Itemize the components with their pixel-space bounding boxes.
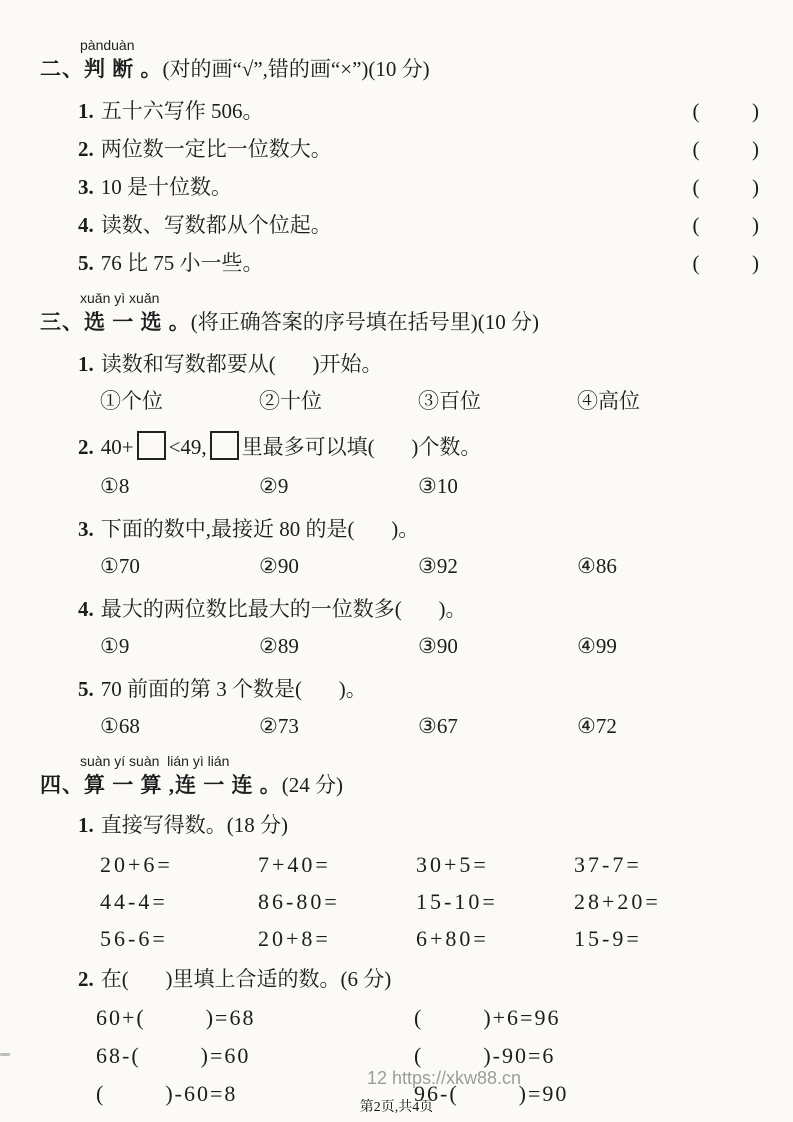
question-body: 下面的数中,最接近 80 的是( )。 [100, 517, 420, 541]
fill-in-grid [0, 1005, 793, 1107]
question-number: 2. [78, 435, 94, 459]
fill-expression: ( )+6=96 [414, 1005, 561, 1030]
option-3: ③百位 [418, 389, 481, 413]
options-row [100, 473, 793, 500]
option-4: ④86 [577, 554, 617, 578]
answer-bracket: ( ) [692, 175, 759, 199]
watermark-url: 12 https://xkw88.cn [366, 1068, 522, 1088]
calc-expression: 15-10= [416, 889, 498, 914]
section-calculate [0, 752, 793, 1107]
option-4: ④72 [577, 714, 617, 738]
judgment-item-5 [78, 250, 759, 277]
judgment-item-4 [78, 212, 759, 239]
option-4: ④99 [577, 634, 617, 658]
option-3: ③92 [418, 554, 458, 578]
question-number: 4. [78, 597, 94, 621]
item-text: 10 是十位数。 [100, 175, 232, 199]
subheading-number: 2. [78, 967, 94, 991]
fill-expression: ( )-60=8 [96, 1081, 238, 1106]
calc-expression: 15-9= [574, 926, 642, 951]
option-2: ②十位 [259, 389, 322, 413]
calc-expression: 20+6= [100, 852, 173, 877]
calc-expression: 7+40= [258, 852, 331, 877]
question-text [78, 596, 793, 623]
choice-question-2 [0, 431, 793, 500]
section-judgment-title-bold: 二、判 断 。 [40, 57, 163, 81]
option-1: ①70 [100, 554, 140, 578]
item-number: 4. [78, 213, 94, 237]
fill-expression: 68-( )=60 [96, 1043, 251, 1068]
question-body: 最大的两位数比最大的一位数多( )。 [100, 597, 467, 621]
calc-expression: 44-4= [100, 889, 168, 914]
calc-row-2 [100, 889, 793, 915]
calc-row-1 [100, 852, 793, 878]
calc-expression: 37-7= [574, 852, 642, 877]
options-row [100, 388, 793, 415]
question-text [78, 516, 793, 543]
blank-box [137, 431, 166, 460]
item-text: 两位数一定比一位数大。 [100, 137, 332, 161]
question-body: 读数和写数都要从( )开始。 [100, 352, 383, 376]
calc-subheading-1 [78, 812, 793, 839]
option-1: ①68 [100, 714, 140, 738]
option-1: ①个位 [100, 389, 163, 413]
pinyin-judgment: pànduàn [80, 37, 135, 53]
subheading-text: 直接写得数。(18 分) [100, 813, 288, 837]
choice-question-5 [0, 676, 793, 740]
choice-question-4 [0, 596, 793, 660]
fill-expression: 60+( )=68 [96, 1005, 256, 1030]
item-text: 五十六写作 506。 [100, 99, 264, 123]
scan-edge-artifact [0, 1053, 10, 1056]
question-text [78, 676, 793, 703]
option-2: ②73 [259, 714, 299, 738]
fill-row-1 [96, 1005, 793, 1031]
item-number: 3. [78, 175, 94, 199]
choice-question-1 [0, 351, 793, 415]
section-choice-title-bold: 三、选 一 选 。 [40, 310, 191, 334]
section-judgment-title-rest: (对的画“√”,错的画“×”)(10 分) [162, 57, 430, 81]
options-row [100, 553, 793, 580]
judgment-item-3 [78, 174, 759, 201]
item-number: 1. [78, 99, 94, 123]
option-4: ④高位 [577, 389, 640, 413]
item-text: 读数、写数都从个位起。 [100, 213, 332, 237]
answer-bracket: ( ) [692, 137, 759, 161]
option-3: ③10 [418, 474, 458, 498]
fill-row-2 [96, 1043, 793, 1069]
subheading-text: 在( )里填上合适的数。(6 分) [100, 967, 392, 991]
choice-question-3 [0, 516, 793, 580]
question-text [78, 351, 793, 378]
option-3: ③67 [418, 714, 458, 738]
section-judgment [0, 36, 793, 277]
judgment-item-2 [78, 136, 759, 163]
pinyin-calculate: suàn yí suàn lián yì lián [80, 753, 230, 769]
subheading-number: 1. [78, 813, 94, 837]
judgment-item-1 [78, 98, 759, 125]
question-number: 5. [78, 677, 94, 701]
options-row [100, 633, 793, 660]
section-calculate-title [40, 772, 793, 798]
fill-expression: 96-( )=90 [414, 1081, 569, 1106]
question-text [78, 431, 793, 463]
section-choice-title [40, 309, 793, 335]
option-2: ②89 [259, 634, 299, 658]
section-choice [0, 289, 793, 740]
pinyin-choice: xuǎn yì xuǎn [80, 290, 160, 306]
section-choice-title-rest: (将正确答案的序号填在括号里)(10 分) [190, 310, 539, 334]
judgment-items [0, 98, 793, 277]
option-1: ①9 [100, 634, 130, 658]
section-calculate-title-rest: (24 分) [281, 773, 343, 797]
blank-box [210, 431, 239, 460]
question-number: 1. [78, 352, 94, 376]
option-2: ②90 [259, 554, 299, 578]
question-body: <49, [168, 435, 207, 459]
item-number: 2. [78, 137, 94, 161]
calc-expression: 6+80= [416, 926, 489, 951]
question-number: 3. [78, 517, 94, 541]
option-2: ②9 [259, 474, 289, 498]
options-row [100, 713, 793, 740]
calc-expression: 20+8= [258, 926, 331, 951]
direct-calculation-grid [0, 852, 793, 952]
question-body: 40+ [100, 435, 134, 459]
calc-expression: 56-6= [100, 926, 168, 951]
answer-bracket: ( ) [692, 251, 759, 275]
section-judgment-title [40, 56, 793, 82]
calc-row-3 [100, 926, 793, 952]
question-body: 里最多可以填( )个数。 [241, 435, 482, 459]
calc-subheading-2 [78, 966, 793, 993]
calc-expression: 30+5= [416, 852, 489, 877]
option-3: ③90 [418, 634, 458, 658]
answer-bracket: ( ) [692, 99, 759, 123]
calc-expression: 28+20= [574, 889, 661, 914]
calc-expression: 86-80= [258, 889, 340, 914]
page-number: 第2页,共4页 [359, 1100, 434, 1115]
fill-expression: ( )-90=6 [414, 1043, 556, 1068]
item-number: 5. [78, 251, 94, 275]
section-calculate-title-bold: 四、算 一 算 ,连 一 连 。 [40, 773, 282, 797]
item-text: 76 比 75 小一些。 [100, 251, 264, 275]
question-body: 70 前面的第 3 个数是( )。 [100, 677, 367, 701]
option-1: ①8 [100, 474, 130, 498]
answer-bracket: ( ) [692, 213, 759, 237]
